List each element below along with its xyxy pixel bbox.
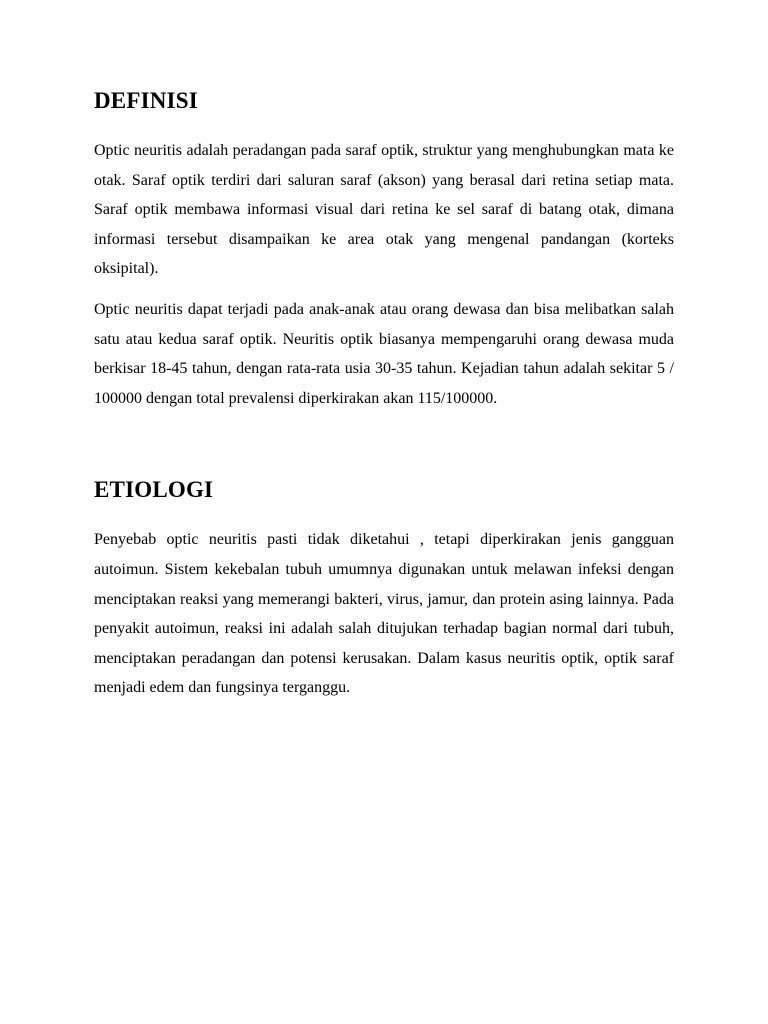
definisi-paragraph-2: Optic neuritis dapat terjadi pada anak-anak atau orang dewasa dan bisa melibatkan salah satu atau kedua saraf optik. Neuritis optik biasanya mempengaruhi orang dewasa muda berkisar 18-45 tahun, dengan rata-rata usia 30-35 tahun. Kejadian tahun adalah sekitar 5 / 100000 dengan total prevalensi diperkirakan akan 115/100000.: [94, 300, 674, 407]
heading-definisi: DEFINISI: [94, 88, 198, 113]
heading-etiologi: ETIOLOGI: [94, 477, 214, 503]
document-page: [94, 84, 674, 714]
definisi-paragraph-1: Optic neuritis adalah peradangan pada saraf optik, struktur yang menghubungkan mata ke otak. Saraf optik terdiri dari saluran saraf (akson) yang berasal dari retina setiap mata. Saraf optik membawa informasi visual dari retina ke sel saraf di batang otak, dimana informasi tersebut disampaikan ke area otak yang mengenal pandangan (korteks oksipital).: [94, 142, 674, 278]
etiologi-paragraph-1: Penyebab optic neuritis pasti tidak diketahui , tetapi diperkirakan jenis gangguan autoimun. Sistem kekebalan tubuh umumnya digunakan untuk melawan infeksi dengan menciptakan reaksi yang memerangi bakteri, virus, jamur, dan protein asing lainnya. Pada penyakit autoimun, reaksi ini adalah salah ditujukan terhadap bagian normal dari tubuh, menciptakan peradangan dan potensi kerusakan. Dalam kasus neuritis optik, optik saraf menjadi edem dan fungsinya terganggu.: [94, 531, 674, 697]
